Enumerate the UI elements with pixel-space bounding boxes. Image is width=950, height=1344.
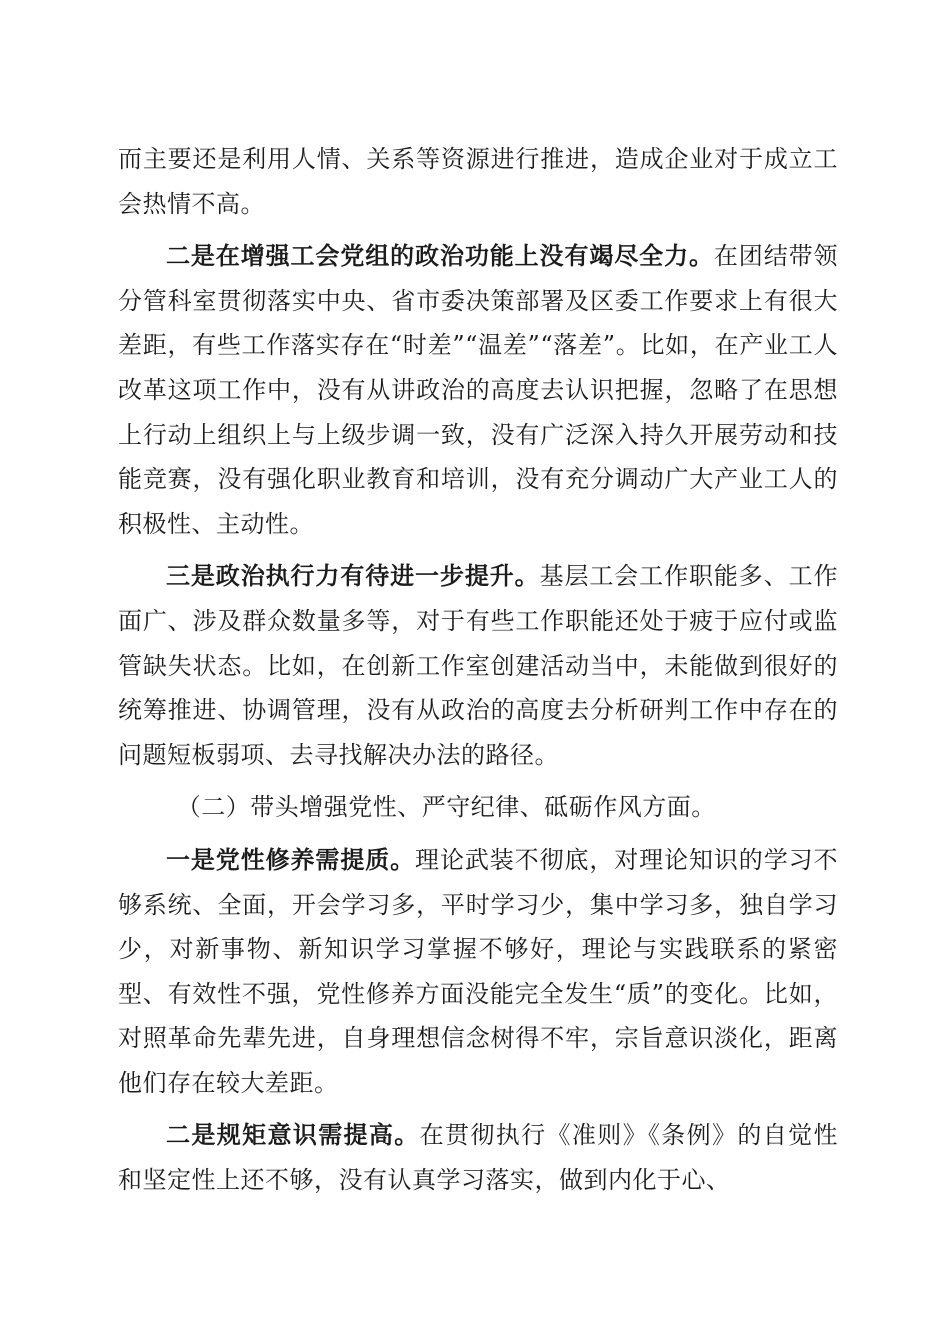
section-heading-text: （二）带头增强党性、严守纪律、砥砺作风方面。 [176, 793, 716, 822]
paragraph-text: 在团结带领分管科室贯彻落实中央、省市委决策部署及区委工作要求上有很大差距，有些工作落实存在“时差”“温差”“落差”。比如，在产业工人改革这项工作中，没有从讲政治的高度去认识把握，忽略了在思想上行动上组织上与上级步调一致，没有广泛深入持久开展劳动和技能竞赛，没有强化职业教育和培训，没有充分调动广大产业工人的积极性、主动性。 [118, 242, 839, 538]
paragraph-text: 理论武装不彻底，对理论知识的学习不够系统、全面，开会学习多，平时学习少，集中学习多，独自学习少，对新事物、新知识学习掌握不够好，理论与实践联系的紧密型、有效性不强，党性修养方面没能完全发生“质”的变化。比如，对照革命先辈先进，自身理想信念树得不牢，宗旨意识淡化，距离他们存在较大差距。 [118, 845, 839, 1097]
paragraph-point-two-rules [118, 1113, 838, 1202]
paragraph-text: 基层工会工作职能多、工作面广、涉及群众数量多等，对于有些工作职能还处于疲于应付或监管缺失状态。比如，在创新工作室创建活动当中，未能做到很好的统筹推进、协调管理，没有从政治的高度去分析研判工作中存在的问题短板弱项、去寻找解决办法的路径。 [118, 562, 839, 769]
paragraph-point-three [118, 554, 838, 777]
paragraph-lead: 二是规矩意识需提高。 [166, 1120, 420, 1150]
paragraph-text: 而主要还是利用人情、关系等资源进行推进，造成企业对于成立工会热情不高。 [118, 145, 838, 218]
paragraph-continuation [118, 137, 838, 226]
paragraph-lead: 一是党性修养需提质。 [166, 844, 416, 874]
paragraph-text: 在贯彻执行《准则》《条例》的自觉性和坚定性上还不够，没有认真学习落实，做到内化于心、 [118, 1121, 839, 1195]
paragraph-point-one [118, 838, 838, 1106]
document-body [118, 137, 838, 1203]
paragraph-lead: 二是在增强工会党组的政治功能上没有竭尽全力。 [166, 241, 714, 271]
section-heading [118, 785, 838, 830]
paragraph-lead: 三是政治执行力有待进一步提升。 [166, 561, 540, 591]
paragraph-point-two [118, 234, 838, 546]
